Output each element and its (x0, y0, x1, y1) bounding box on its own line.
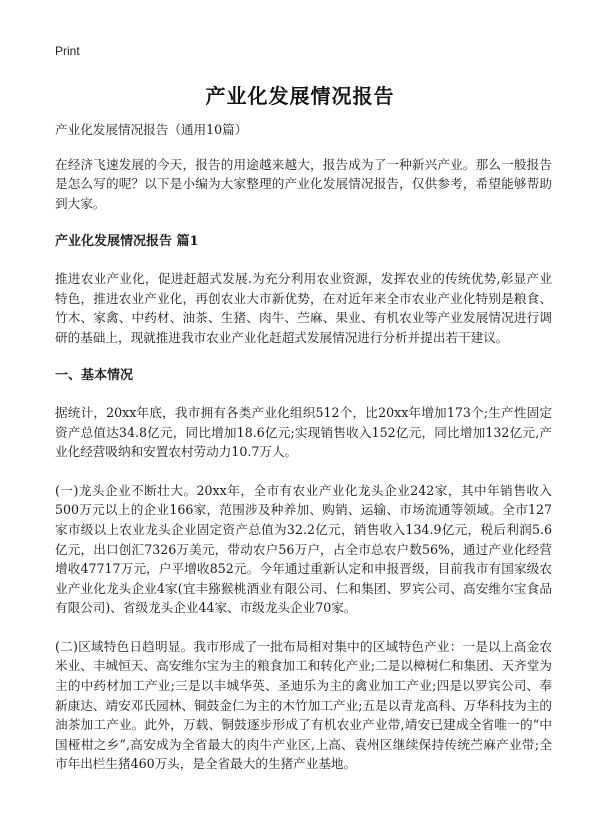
stats-paragraph: 据统计，20xx年底，我市拥有各类产业化组织512个，比20xx年增加173个;生产性固定资产总值达34.8亿元，同比增加18.6亿元;实现销售收入152亿元，同比增加132亿元,产业化经营吸纳和安置农村劳动力10.7万人。 (55, 404, 552, 460)
section-title: 产业化发展情况报告 篇1 (55, 234, 199, 250)
regional-features-paragraph: (二)区域特色日趋明显。我市形成了一批布局相对集中的区域特色产业：一是以上高金农米业、丰城恒天、高安维尔宝为主的粮食加工和转化产业;二是以樟树仁和集团、天齐堂为主的中药材加工产业;三是以丰城华英、圣迪乐为主的禽业加工产业;四是以罗宾公司、奉新康达、靖安邓氏园林、铜鼓金仁为主的木竹加工产业;五是以青龙高科、万华科技为主的油茶加工产业。此外，万载、铜鼓逐步形成了有机农业产业带,靖安已建成全省唯一的“中国桠柑之乡”,高安成为全省最大的肉牛产业区,上高、袁州区继续保持传统苎麻产业带;全市年出栏生猪460万头，是全省最大的生猪产业基地。 (55, 638, 552, 772)
document-body (55, 120, 552, 793)
document-subtitle: 产业化发展情况报告（通用10篇） (55, 122, 248, 137)
print-label: Print (55, 44, 80, 58)
leading-enterprises-paragraph: (一)龙头企业不断壮大。20xx年，全市有农业产业化龙头企业242家，其中年销售收入500万元以上的企业166家，范围涉及种养加、购销、运输、市场流通等领域。全市127家市级以上农业龙头企业固定资产总值为32.2亿元，销售收入134.9亿元，税后利润5.6亿元，出口创汇7326万美元，带动农户56万户，占全市总农户数56%，通过产业化经营增收47717万元，户平增收852元。今年通过重新认定和申报晋级，目前我市有国家级农业产业化龙头企业4家(宜丰猕猴桃酒业有限公司、仁和集团、罗宾公司、高安维尔宝食品有限公司)、省级龙头企业44家、市级龙头企业70家。 (55, 482, 552, 616)
intro-paragraph: 在经济飞速发展的今天，报告的用途越来越大，报告成为了一种新兴产业。那么一般报告是怎么写的呢？以下是小编为大家整理的产业化发展情况报告，仅供参考，希望能够帮助到大家。 (55, 156, 552, 211)
document-title: 产业化发展情况报告 (205, 84, 395, 108)
heading-basic-situation: 一、基本情况 (55, 368, 134, 384)
section-intro-paragraph: 推进农业产业化，促进赶超式发展.为充分利用农业资源，发挥农业的传统优势,彰显产业特色，推进农业产业化，再创农业大市新优势，在对近年来全市农业产业化特别是粮食、竹木、家禽、中药材、油茶、生猪、肉牛、苎麻、果业、有机农业等产业发展情况进行调研的基础上，现就推进我市农业产业化赶超式发展情况进行分析并提出若干建议。 (55, 270, 552, 345)
